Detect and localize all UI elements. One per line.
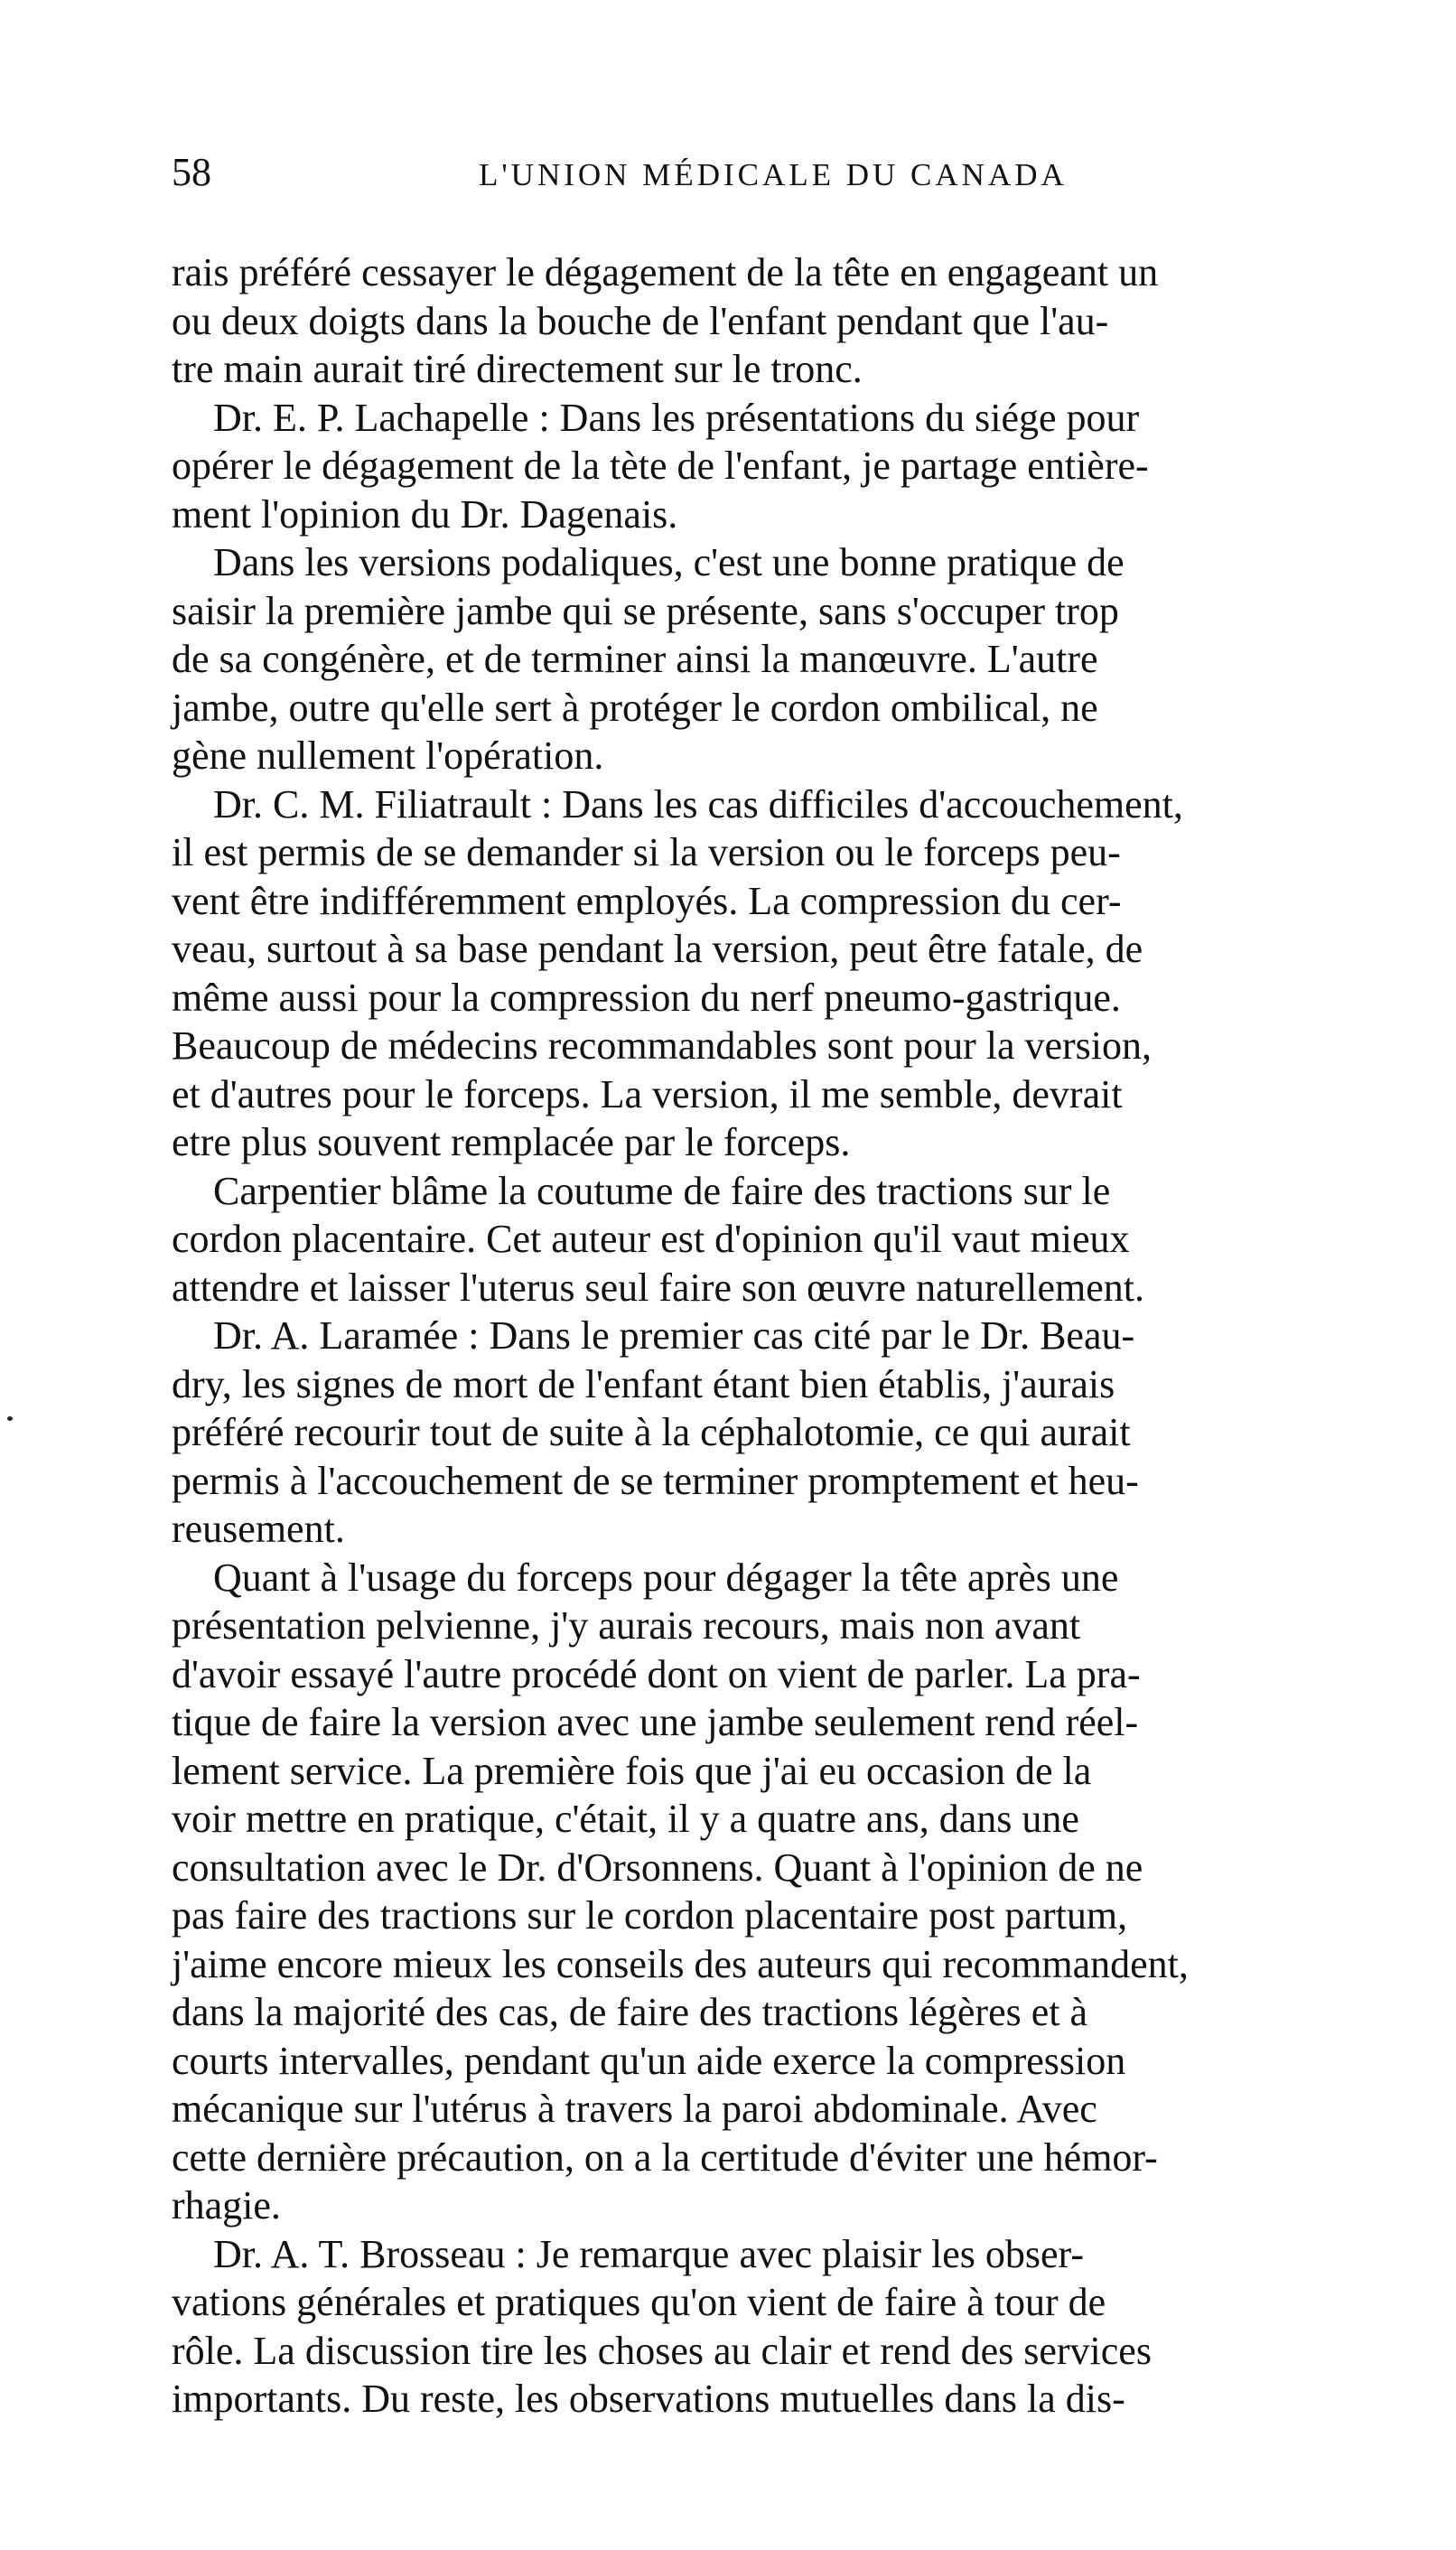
text-line: rhagie. [172,2183,281,2228]
text-line: dry, les signes de mort de l'enfant étant bien établis, j'aurais [172,1361,1115,1406]
page-header [172,149,1436,203]
text-line: Quant à l'usage du forceps pour dégager la tête après une [213,1555,1119,1600]
text-line: vent être indifféremment employés. La compression du cer- [172,878,1122,923]
text-line: tique de faire la version avec une jambe seulement rend réel- [172,1700,1139,1744]
text-line: tre main aurait tiré directement sur le tronc. [172,347,863,391]
text-line: attendre et laisser l'uterus seul faire son œuvre naturellement. [172,1265,1144,1310]
text-line: voir mettre en pratique, c'était, il y a quatre ans, dans une [172,1797,1079,1841]
text-line: cordon placentaire. Cet auteur est d'opinion qu'il vaut mieux [172,1217,1130,1261]
body-text [172,248,1436,2424]
text-line: cette dernière précaution, on a la certitude d'éviter une hémor- [172,2134,1158,2180]
text-line: même aussi pour la compression du nerf pneumo-gastrique. [172,975,1121,1020]
running-head: L'UNION MÉDICALE DU CANADA [479,157,1068,192]
text-line: ou deux doigts dans la bouche de l'enfant pendant que l'au- [172,298,1109,343]
text-line: présentation pelvienne, j'y aurais recours, mais non avant [172,1603,1081,1648]
text-line: saisir la première jambe qui se présente, sans s'occuper trop [172,588,1119,633]
text-line: rôle. La discussion tire les choses au clair et rend des services [172,2328,1152,2373]
text-line: ment l'opinion du Dr. Dagenais. [172,491,678,537]
text-line: Dr. E. P. Lachapelle : Dans les présentations du siége pour [213,395,1140,440]
text-line: consultation avec le Dr. d'Orsonnens. Quant à l'opinion de ne [172,1845,1143,1890]
text-line: et d'autres pour le forceps. La version, il me semble, devrait [172,1071,1123,1116]
text-line: pas faire des tractions sur le cordon placentaire post partum, [172,1893,1128,1938]
text-line: il est permis de se demander si la version ou le forceps peu- [172,830,1121,874]
stray-ink-mark [7,1416,13,1421]
text-line: Dr. A. T. Brosseau : Je remarque avec plaisir les obser- [213,2231,1084,2276]
text-line: rais préféré cessayer le dégagement de la tête en engageant un [172,250,1159,294]
text-line: reusement. [172,1507,345,1551]
text-line: gène nullement l'opération. [172,733,604,778]
text-line: préféré recourir tout de suite à la céphalotomie, ce qui aurait [172,1410,1131,1454]
text-line: Dans les versions podaliques, c'est une bonne pratique de [213,540,1125,584]
text-line: j'aime encore mieux les conseils des auteurs qui recommandent, [172,1941,1189,1986]
text-line: Beaucoup de médecins recommandables sont pour la version, [172,1023,1153,1068]
text-line: jambe, outre qu'elle sert à protéger le cordon ombilical, ne [172,685,1098,730]
text-line: mécanique sur l'utérus à travers la paroi abdominale. Avec [172,2087,1097,2131]
text-line: veau, surtout à sa base pendant la version, peut être fatale, de [172,927,1143,971]
text-line: d'avoir essayé l'autre procédé dont on vient de parler. La pra- [172,1651,1141,1696]
text-line: permis à l'accouchement de se terminer promptement et heu- [172,1458,1139,1503]
text-line: lement service. La première fois que j'ai eu occasion de la [172,1748,1092,1793]
text-line: Carpentier blâme la coutume de faire des tractions sur le [213,1168,1111,1213]
text-line: etre plus souvent remplacée par le forceps. [172,1120,851,1164]
text-line: courts intervalles, pendant qu'un aide exerce la compression [172,2038,1126,2083]
text-line: importants. Du reste, les observations mutuelles dans la dis- [172,2377,1125,2421]
text-line: Dr. C. M. Filiatrault : Dans les cas difficiles d'accouchement, [213,781,1183,827]
text-line: dans la majorité des cas, de faire des tractions légères et à [172,1990,1087,2034]
page-number: 58 [172,150,211,194]
text-line: Dr. A. Laramée : Dans le premier cas cité par le Dr. Beau- [213,1313,1135,1358]
text-line: opérer le dégagement de la tète de l'enfant, je partage entière- [172,444,1149,488]
text-line: vations générales et pratiques qu'on vient de faire à tour de [172,2280,1106,2324]
document-page [172,149,1436,2424]
text-line: de sa congénère, et de terminer ainsi la manœuvre. L'autre [172,637,1098,681]
